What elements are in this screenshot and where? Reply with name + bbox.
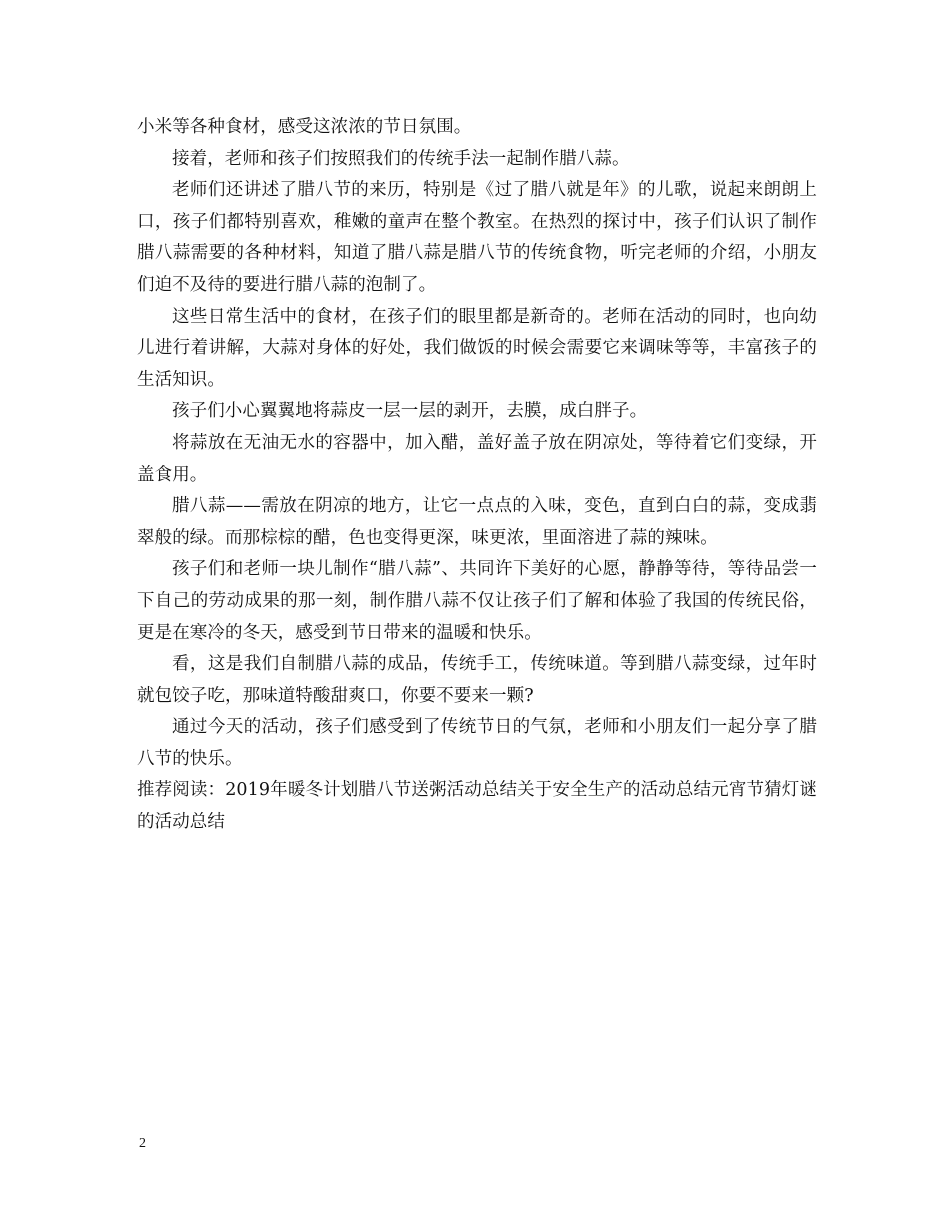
paragraph-4: 这些日常生活中的食材，在孩子们的眼里都是新奇的。老师在活动的同时，也向幼儿进行着讲解，大蒜对身体的好处，我们做饭的时候会需要它来调味等等，丰富孩子的生活知识。: [137, 306, 817, 390]
page-number: 2: [139, 1136, 146, 1151]
paragraph-7: 腊八蒜——需放在阴凉的地方，让它一点点的入味，变色，直到白白的蒜，变成翡翠般的绿。而那棕棕的醋，色也变得更深，味更浓，里面溶进了蒜的辣味。: [137, 496, 817, 548]
paragraph-6: 将蒜放在无油无水的容器中，加入醋，盖好盖子放在阴凉处，等待着它们变绿，开盖食用。: [137, 432, 817, 485]
paragraph-3: 老师们还讲述了腊八节的来历，特别是《过了腊八就是年》的儿歌，说起来朗朗上口，孩子们都特别喜欢，稚嫩的童声在整个教室。在热烈的探讨中，孩子们认识了制作腊八蒜需要的各种材料，知道了腊八蒜是腊八节的传统食物，听完老师的介绍，小朋友们迫不及待的要进行腊八蒜的泡制了。: [137, 180, 817, 295]
paragraph-10: 通过今天的活动，孩子们感受到了传统节日的气氛，老师和小朋友们一起分享了腊八节的快乐。: [137, 717, 817, 769]
paragraph-2: 接着，老师和孩子们按照我们的传统手法一起制作腊八蒜。: [172, 148, 630, 169]
recommended-reading: 推荐阅读：2019年暖冬计划腊八节送粥活动总结关于安全生产的活动总结元宵节猜灯谜的活动总结: [137, 780, 817, 833]
paragraph-5: 孩子们小心翼翼地将蒜皮一层一层的剥开，去膜，成白胖子。: [172, 401, 648, 422]
paragraph-8: 孩子们和老师一块儿制作“腊八蒜”、共同许下美好的心愿，静静等待，等待品尝一下自己的劳动成果的那一刻，制作腊八蒜不仅让孩子们了解和体验了我国的传统民俗，更是在寒冷的冬天，感受到节日带来的温暖和快乐。: [137, 559, 817, 643]
paragraph-9: 看，这是我们自制腊八蒜的成品，传统手工，传统味道。等到腊八蒜变绿，过年时就包饺子吃，那味道特酸甜爽口，你要不要来一颗?: [137, 654, 817, 706]
paragraph-1: 小米等各种食材，感受这浓浓的节日氛围。: [137, 117, 472, 137]
document-body: [137, 112, 817, 839]
